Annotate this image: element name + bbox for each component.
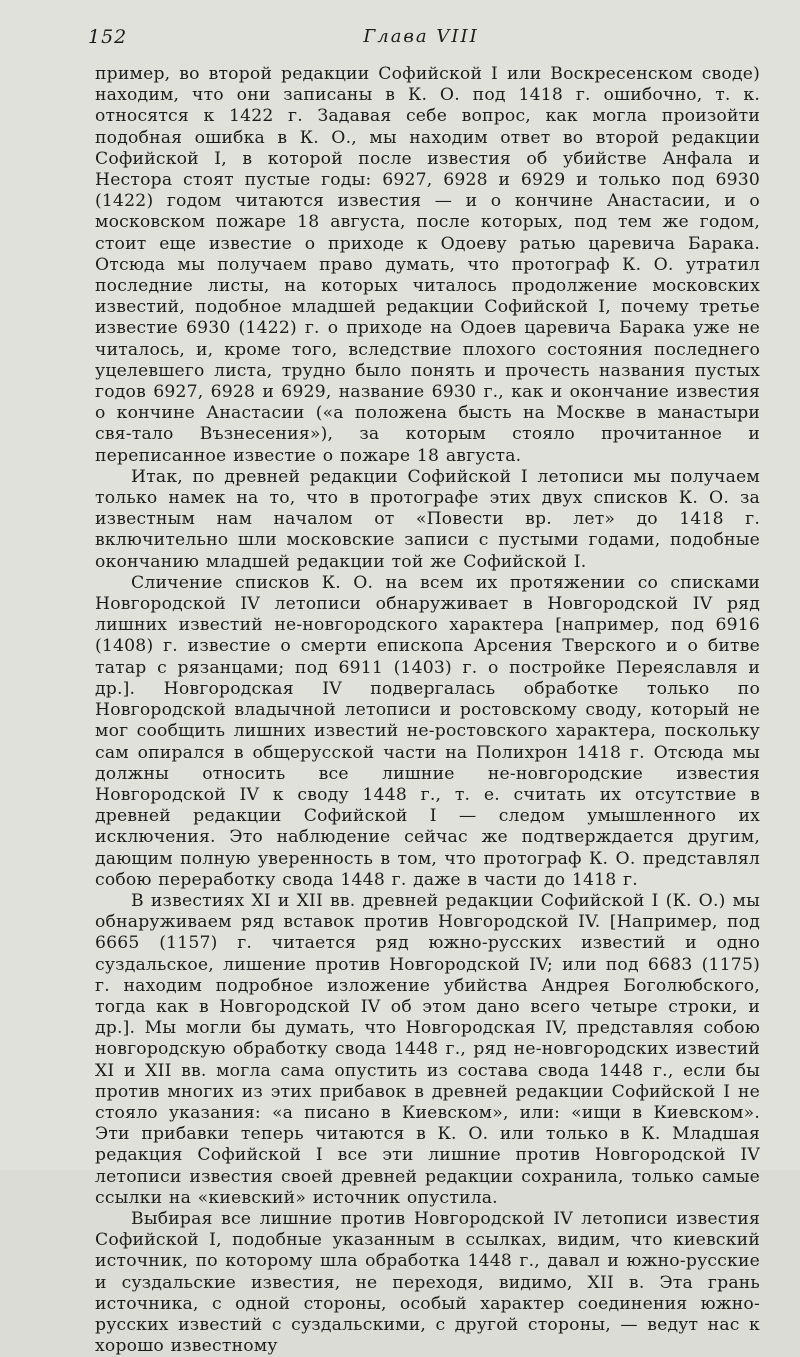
page-body bbox=[95, 64, 760, 1357]
paragraph: Выбирая все лишние против Новгородской IV летописи известия Софийской I, подобные указанным в ссылках, видим, что киевский источник, по которому шла обработка 1448 г., давал и южно-русские и суздальские известия, не переходя, видимо, XII в. Эта грань источника, с одной стороны, особый характер соединения южно-русских известий с суздальскими, с другой стороны, — ведут нас к хорошо известному bbox=[95, 1208, 760, 1357]
paragraph: пример, во второй редакции Софийской I или Воскресенском своде) находим, что они записаны в К. О. под 1418 г. ошибочно, т. к. относятся к 1422 г. Задавая себе вопрос, как могла произойти подобная ошибка в К. О., мы находим ответ во второй редакции Софийской I, в которой после известия об убийстве Анфала и Нестора стоят пустые годы: 6927, 6928 и 6929 и только под 6930 (1422) годом читаются известия — и о кончине Анастасии, и о московском пожаре 18 августа, после которых, под тем же годом, стоит еще известие о приходе к Одоеву ратью царевича Барака. Отсюда мы получаем право думать, что протограф К. О. утратил последние листы, на которых читалось продолжение московских известий, подобное младшей редакции Софийской I, почему третье известие 6930 (1422) г. о приходе на Одоев царевича Барака уже не читалось, и, кроме того, вследствие плохого состояния последнего уцелевшего листа, трудно было понять и прочесть названия пустых годов 6927, 6928 и 6929, название 6930 г., как и окончание известия о кончине Анастасии («а положена бысть на Москве в манастыри свя-тало Възнесения»), за которым стояло прочитанное и переписанное известие о пожаре 18 августа. bbox=[95, 64, 760, 466]
paragraph: Итак, по древней редакции Софийской I летописи мы получаем только намек на то, что в протографе этих двух списков К. О. за известным нам началом от «Повести вр. лет» до 1418 г. включительно шли московские записи с пустыми годами, подобные окончанию младшей редакции той же Софийской I. bbox=[95, 466, 760, 572]
paragraph: Сличение списков К. О. на всем их протяжении со списками Новгородской IV летописи обнаруживает в Новгородской IV ряд лишних известий не-новгородского характера [например, под 6916 (1408) г. известие о смерти епископа Арсения Тверского и о битве татар с рязанцами; под 6911 (1403) г. о постройке Переяславля и др.]. Новгородская IV подвергалась обработке только по Новгородской владычной летописи и ростовскому своду, который не мог сообщить лишних известий не-ростовского характера, поскольку сам опирался в общерусской части на Полихрон 1418 г. Отсюда мы должны относить все лишние не-новгородские известия Новгородской IV к своду 1448 г., т. е. считать их отсутствие в древней редакции Софийской I — следом умышленного их исключения. Это наблюдение сейчас же подтверждается другим, дающим полную уверенность в том, что протограф К. О. представлял собою переработку свода 1448 г. даже в части до 1418 г. bbox=[95, 572, 760, 890]
page-header bbox=[88, 26, 754, 50]
paragraph: В известиях XI и XII вв. древней редакции Софийской I (К. О.) мы обнаруживаем ряд вставок против Новгородской IV. [Например, под 6665 (1157) г. читается ряд южно-русских известий и одно суздальское, лишение против Новгородской IV; или под 6683 (1175) г. находим подробное изложение убийства Андрея Боголюбского, тогда как в Новгородской IV об этом дано всего четыре строки, и др.]. Мы могли бы думать, что Новгородская IV, представляя собою новгородскую обработку свода 1448 г., ряд не-новгородских известий XI и XII вв. могла сама опустить из состава свода 1448 г., если бы против многих из этих прибавок в древней редакции Софийской I не стояло указания: «а писано в Киевском», или: «ищи в Киевском». Эти прибавки теперь читаются в К. О. или только в К. Младшая редакция Софийской I все эти лишние против Новгородской IV летописи известия своей древней редакции сохранила, только самые ссылки на «киевский» источник опустила. bbox=[95, 890, 760, 1208]
page-number: 152 bbox=[88, 26, 128, 48]
running-head: Глава VIII bbox=[363, 26, 479, 47]
